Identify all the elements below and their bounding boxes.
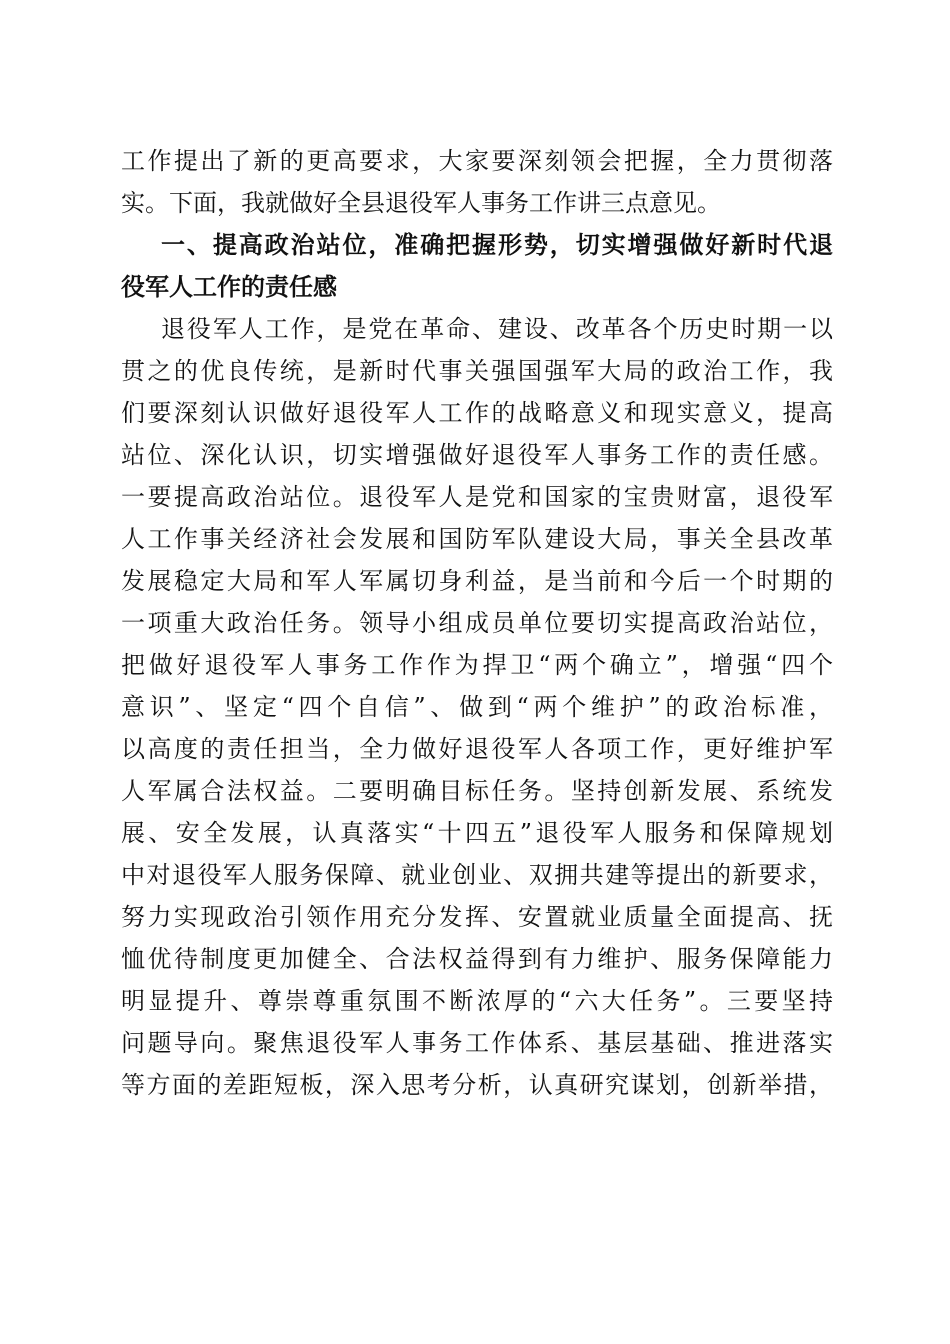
paragraph-line: 中对退役军人服务保障、就业创业、双拥共建等提出的新要求， bbox=[121, 861, 833, 889]
paragraph-line: 实。下面，我就做好全县退役军人事务工作讲三点意见。 bbox=[121, 189, 721, 217]
paragraph-line: 人工作事关经济社会发展和国防军队建设大局，事关全县改革 bbox=[121, 525, 833, 553]
paragraph-line: 发展稳定大局和军人军属切身利益，是当前和今后一个时期的 bbox=[121, 567, 833, 595]
paragraph-line: 问题导向。聚焦退役军人事务工作体系、基层基础、推进落实 bbox=[121, 1029, 833, 1057]
paragraph-line: 一要提高政治站位。退役军人是党和国家的宝贵财富，退役军 bbox=[121, 483, 833, 511]
section-heading: 一、提高政治站位，准确把握形势，切实增强做好新时代退 bbox=[161, 231, 833, 259]
paragraph-line: 贯之的优良传统，是新时代事关强国强军大局的政治工作，我 bbox=[121, 357, 833, 385]
paragraph-line: 努力实现政治引领作用充分发挥、安置就业质量全面提高、抚 bbox=[121, 903, 833, 931]
paragraph-line: 恤优待制度更加健全、合法权益得到有力维护、服务保障能力 bbox=[121, 945, 833, 973]
paragraph-line: 人军属合法权益。二要明确目标任务。坚持创新发展、系统发 bbox=[121, 777, 833, 805]
paragraph-line: 明显提升、尊崇尊重氛围不断浓厚的“六大任务”。三要坚持 bbox=[121, 987, 833, 1015]
paragraph-line: 以高度的责任担当，全力做好退役军人各项工作，更好维护军 bbox=[121, 735, 833, 763]
paragraph-line: 们要深刻认识做好退役军人工作的战略意义和现实意义，提高 bbox=[121, 399, 833, 427]
paragraph-line: 展、安全发展，认真落实“十四五”退役军人服务和保障规划 bbox=[121, 819, 833, 847]
paragraph-line: 退役军人工作，是党在革命、建设、改革各个历史时期一以 bbox=[161, 315, 833, 343]
document-body bbox=[121, 140, 833, 1106]
section-heading: 役军人工作的责任感 bbox=[121, 273, 337, 301]
paragraph-line: 等方面的差距短板，深入思考分析，认真研究谋划，创新举措， bbox=[121, 1071, 833, 1099]
paragraph-line: 工作提出了新的更高要求，大家要深刻领会把握，全力贯彻落 bbox=[121, 147, 833, 175]
paragraph-line: 站位、深化认识，切实增强做好退役军人事务工作的责任感。 bbox=[121, 441, 833, 469]
paragraph-line: 把做好退役军人事务工作作为捍卫“两个确立”，增强“四个 bbox=[121, 651, 833, 679]
paragraph-line: 意识”、坚定“四个自信”、做到“两个维护”的政治标准， bbox=[121, 693, 833, 721]
paragraph-line: 一项重大政治任务。领导小组成员单位要切实提高政治站位， bbox=[121, 609, 833, 637]
